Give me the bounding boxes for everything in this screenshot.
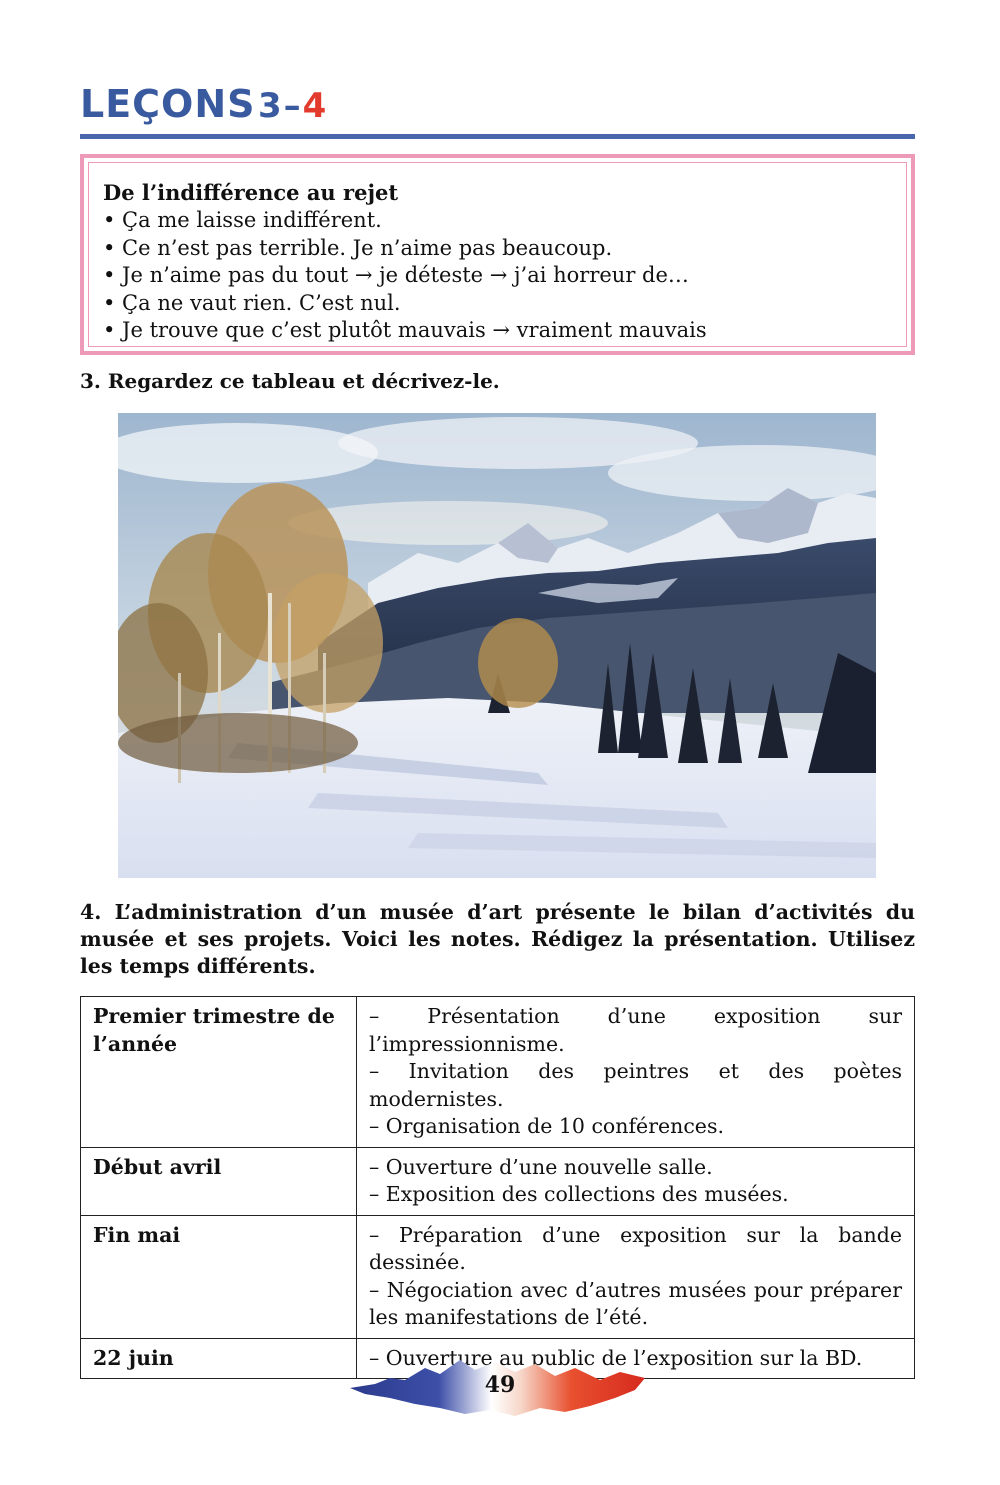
period-cell: Fin mai [81,1215,357,1338]
activity-item: – Préparation d’une exposition sur la bande dessinée. [369,1222,902,1274]
activity-item: – Négociation avec d’autres musées pour préparer les manifestations de l’été. [369,1277,902,1329]
header-rule [80,134,915,139]
lesson-start-number: 3 [258,86,284,126]
expression-item: • Ça me laisse indifférent. [103,208,382,232]
period-cell: Début avril [81,1147,357,1215]
table-row [81,997,915,1148]
lesson-header [80,82,915,142]
lesson-numbers [258,86,328,126]
lesson-separator: – [283,86,303,126]
period-cell: 22 juin [81,1338,357,1379]
table-row [81,1215,915,1338]
lesson-end-number: 4 [302,86,329,126]
activity-item: – Présentation d’une exposition sur l’impressionnisme. [369,1004,902,1056]
activity-item: – Ouverture au public de l’exposition sur la BD. [369,1345,863,1370]
activities-cell [357,1215,915,1338]
expressions-box-title: De l’indifférence au rejet [103,180,399,205]
museum-notes-table [80,996,915,1379]
activities-cell [357,997,915,1148]
activities-cell [357,1147,915,1215]
exercise-4-instruction: 4. L’administration d’un musée d’art présente le bilan d’activités du musée et ses projets. Voici les notes. Rédigez la présentation. Utilisez les temps différents. [80,900,915,978]
activity-item: – Organisation de 10 conférences. [369,1114,724,1138]
expression-item: • Ce n’est pas terrible. Je n’aime pas beaucoup. [103,235,613,260]
winter-landscape-painting [118,413,876,878]
page-number: 49 [484,1372,516,1398]
period-cell: Premier trimestre de l’année [81,997,357,1148]
activity-item: – Ouverture d’une nouvelle salle. [369,1154,713,1179]
lessons-title: LEÇONS [80,82,256,126]
expressions-box [80,154,915,355]
activity-item: – Invitation des peintres et des poètes modernistes. [369,1059,902,1111]
expression-item: • Je n’aime pas du tout → je déteste → j’ai horreur de… [103,263,689,287]
expression-item: • Je trouve que c’est plutôt mauvais → vraiment mauvais [103,318,707,342]
expression-item: • Ça ne vaut rien. C’est nul. [103,290,401,315]
table-row [81,1147,915,1215]
page-footer [345,1350,655,1430]
activity-item: – Exposition des collections des musées. [369,1182,789,1206]
exercise-3-instruction: 3. Regardez ce tableau et décrivez-le. [80,369,500,393]
